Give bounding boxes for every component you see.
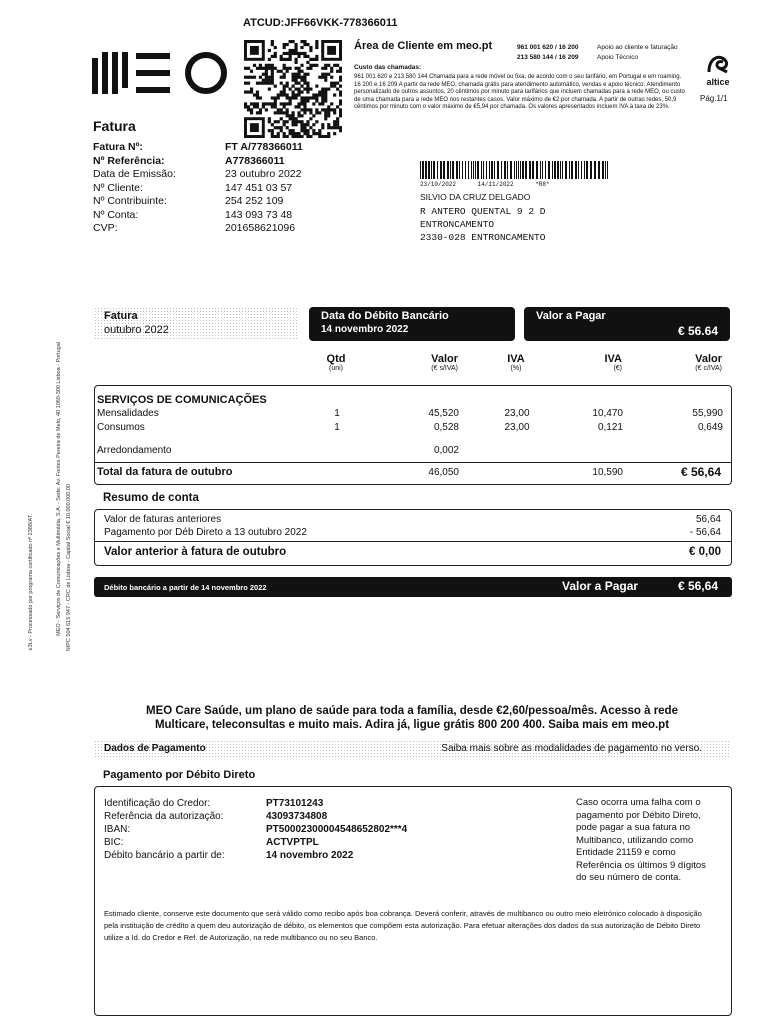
- qr-code: [244, 40, 342, 138]
- divider: [95, 541, 731, 542]
- header-iva-pct: IVA (%): [507, 353, 525, 372]
- payment-field-row: [104, 797, 564, 810]
- invoice-info-label: Data de Emissão:: [93, 168, 176, 180]
- payment-field-value: PT50002300004548652802***4: [266, 824, 408, 835]
- total-iva: 10,590: [592, 467, 623, 478]
- total-amount: € 56,64: [680, 465, 721, 479]
- table-header: [294, 353, 726, 377]
- certification-text: e3Lv - Processado por programa certificado nº 2388/AT.: [28, 514, 34, 651]
- amount-due-bar: Débito bancário a partir de 14 novembro 2022 Valor a Pagar € 56,64: [94, 577, 732, 597]
- divider: [95, 462, 731, 463]
- header-valor: Valor (€ s/IVA): [431, 353, 458, 372]
- account-summary-title: Resumo de conta: [103, 492, 199, 504]
- costs-text: 961 001 620 e 213 580 144 Chamada para a rede móvel ou fixa, de acordo com o seu tarifário, em Portugal e em roaming. 16 200 e 16 209 A partir da rede MEO, chamada grátis para atendimento automático, vendas e apoio técnico. Atendimento personalizado de outros assuntos, 20 cêntimos por minuto para tarifários que incluem chamadas para a rede MEO, ou custo de uma chamada para a rede MEO nos restantes casos. Valor máximo de €2 por chamada. A partir de outras redes, 50,9 cêntimos por minuto com o valor máximo de €5,94 por chamada. Os valores apresentados incluem IVA à taxa de 23%.: [354, 74, 685, 110]
- service-valor: 45,520: [428, 408, 459, 419]
- service-iva-pct: 23,00: [504, 422, 530, 433]
- receipt-notice: Estimado cliente, conserve este documento que será válido como recibo após boa cobrança. Deverá conferir, através de multibanco ou outro meio eletrónico colocado à disposição pela instituição de crédito a quem deu autorização de débito, os elementos que compõem esta autorização. Para efetuar alterações dos dados da sua autorização de Débito Direto utilize a Id. do Credor e Ref. de Autorização, na rede multibanco ou no seu Banco.: [104, 909, 702, 942]
- total-label: Total da fatura de outubro: [97, 466, 233, 478]
- header-qtd: Qtd (uni): [326, 353, 346, 372]
- meo-logo: [92, 52, 228, 96]
- header-valor-total: Valor (€ c/IVA): [695, 353, 722, 372]
- payment-field-label: Identificação do Credor:: [104, 798, 211, 809]
- recipient-address: R ANTERO QUENTAL 9 2 D ENTRONCAMENTO 2330-028 ENTRONCAMENTO: [420, 206, 546, 243]
- total-valor: 46,050: [428, 467, 459, 478]
- account-summary-box: Valor de faturas anteriores 56,64 Pagamento por Déb Direto a 13 outubro 2022 - 56,64 Valor anterior à fatura de outubro € 0,00: [94, 509, 732, 566]
- debit-date-box: Data do Débito Bancário 14 novembro 2022: [309, 307, 515, 341]
- client-area-title: Área de Cliente em meo.pt: [354, 40, 493, 52]
- invoice-info-label: Nº Cliente:: [93, 181, 143, 194]
- service-total: 55,990: [692, 408, 723, 419]
- invoice-info-row: [93, 168, 333, 182]
- company-registry-text: NIPC 504 615 947 - CRC de Lisboa - Capital Social € 10.000.000,00: [66, 484, 72, 652]
- payment-field-label: BIC:: [104, 837, 124, 848]
- invoice-period-box: Fatura outubro 2022: [94, 307, 298, 341]
- invoice-info-value: 201658621096: [225, 222, 296, 234]
- altice-icon: [705, 52, 731, 74]
- payment-field-value: 43093734808: [266, 811, 328, 822]
- page-number: Pág.1/1: [700, 94, 728, 103]
- payment-field-value: ACTVPTPL: [266, 837, 319, 848]
- service-iva-eur: 10,470: [592, 408, 623, 419]
- payment-field-value: 14 novembro 2022: [266, 850, 354, 861]
- service-qtd: 1: [334, 408, 340, 419]
- invoice-info-label: Nº Contribuinte:: [93, 195, 167, 207]
- header-iva-eur: IVA (€): [604, 353, 622, 372]
- altice-logo: altice: [698, 52, 738, 87]
- payment-field-value: PT73101243: [266, 798, 324, 809]
- service-iva-pct: 23,00: [504, 408, 530, 419]
- invoice-info-value: 23 outubro 2022: [225, 168, 302, 180]
- invoice-info-label: CVP:: [93, 222, 118, 234]
- mail-barcode: [420, 161, 610, 179]
- invoice-info-value: 143 093 73 48: [225, 208, 293, 221]
- invoice-info-value: 147 451 03 57: [225, 181, 293, 194]
- payment-field-row: [104, 836, 564, 849]
- phone-row: 213 580 144 / 16 209 Apoio Técnico: [517, 54, 639, 61]
- costs-title: Custo das chamadas:: [354, 64, 422, 71]
- invoice-info-row: [93, 141, 333, 155]
- service-valor: 0,528: [433, 422, 459, 433]
- promo-text: MEO Care Saúde, um plano de saúde para toda a família, desde €2,60/pessoa/mês. Acesso à rede Multicare, teleconsultas e muito mais. Adira já, ligue grátis 800 200 400. Saiba mais em meo.pt: [146, 705, 678, 731]
- support-phones: [517, 43, 697, 63]
- phone-row: 961 001 620 / 16 200 Apoio ao cliente e faturação: [517, 44, 678, 51]
- payment-field-label: IBAN:: [104, 824, 131, 835]
- invoice-info-row: [93, 222, 333, 236]
- invoice-info-value: A778366011: [225, 154, 285, 167]
- payment-field-row: [104, 810, 564, 823]
- document-title: Fatura: [93, 118, 136, 134]
- multibanco-note: Caso ocorra uma falha com o pagamento por Débito Direto, pode pagar a sua fatura no Multibanco, utilizando como Entidade 21159 e como Referência os últimos 9 dígitos do seu número de conta.: [576, 797, 706, 883]
- service-qtd: 1: [334, 422, 340, 433]
- payment-field-row: [104, 849, 564, 862]
- company-address-text: MEO - Serviços de Comunicações e Multimédia, S.A. - Sede: Av. Fontes Pereira de Melo, 40 1069-300 Lisboa - Portugal: [56, 342, 62, 636]
- invoice-info-row: [93, 195, 333, 209]
- invoice-info-label: Fatura Nº:: [93, 141, 143, 153]
- invoice-info-value: 254 252 109: [225, 195, 284, 207]
- payment-data-bar: Dados de Pagamento Saiba mais sobre as modalidades de pagamento no verso.: [94, 740, 730, 757]
- payment-field-row: [104, 823, 564, 836]
- services-table: [94, 385, 732, 485]
- recipient-name: SILVIO DA CRUZ DELGADO: [420, 192, 531, 202]
- section-title: SERVIÇOS DE COMUNICAÇÕES: [97, 394, 267, 406]
- invoice-info-row: [93, 155, 333, 169]
- payment-field-label: Referência da autorização:: [104, 811, 224, 822]
- mailing-codes: 23/10/2022 14/11/2022 *R8*: [420, 181, 550, 188]
- service-iva-eur: 0,121: [597, 422, 623, 433]
- rounding-label: Arredondamento: [97, 445, 172, 456]
- service-label: Mensalidades: [97, 408, 159, 419]
- invoice-info-value: FT A/778366011: [225, 141, 303, 153]
- invoice-info: [93, 141, 333, 236]
- invoice-info-row: [93, 209, 333, 223]
- payment-field-label: Débito bancário a partir de:: [104, 850, 225, 861]
- service-total: 0,649: [697, 422, 723, 433]
- invoice-info-row: [93, 182, 333, 196]
- atcud-code: ATCUD:JFF66VKK-778366011: [243, 17, 398, 29]
- service-label: Consumos: [97, 422, 145, 433]
- direct-debit-box: [94, 786, 732, 1016]
- invoice-info-label: Nº Conta:: [93, 208, 139, 221]
- direct-debit-title: Pagamento por Débito Direto: [103, 769, 256, 781]
- invoice-info-label: Nº Referência:: [93, 154, 165, 167]
- amount-due-box: Valor a Pagar € 56.64: [524, 307, 730, 341]
- rounding-value: 0,002: [433, 445, 459, 456]
